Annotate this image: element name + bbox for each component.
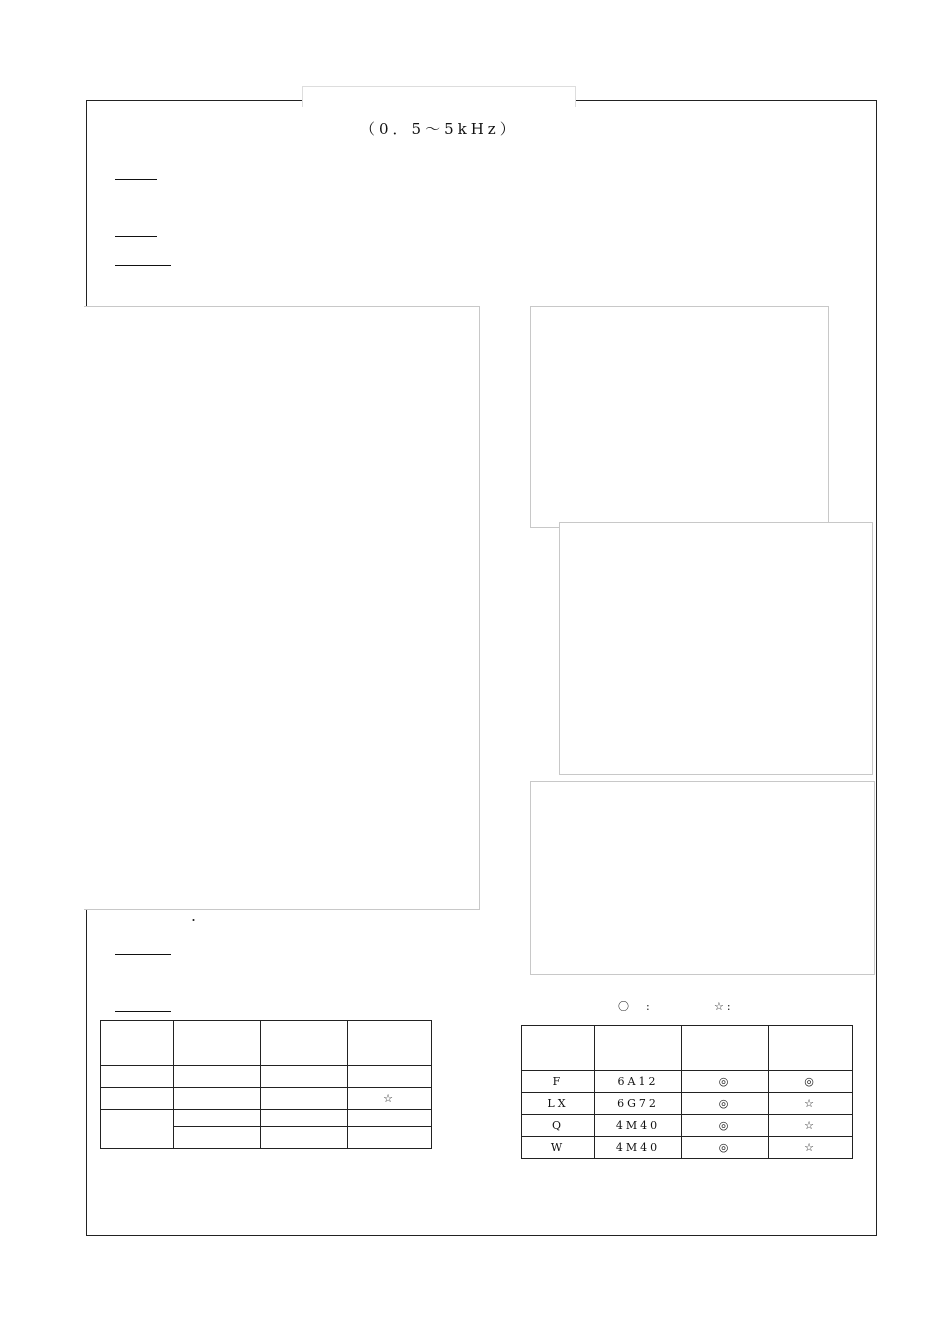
- table-row: [522, 1093, 853, 1115]
- table-cell: [261, 1110, 348, 1127]
- right-table-header-2: [595, 1026, 682, 1071]
- table-cell: [174, 1127, 261, 1149]
- table-cell: ☆: [769, 1093, 853, 1115]
- table-cell: ◎: [682, 1115, 769, 1137]
- table-cell: ☆: [769, 1115, 853, 1137]
- table-cell: 6A12: [595, 1071, 682, 1093]
- section-3-text: [130, 281, 648, 297]
- table-row: [101, 1066, 432, 1088]
- table-cell: [348, 1110, 432, 1127]
- table-cell: ◎: [682, 1071, 769, 1093]
- table-cell: [261, 1127, 348, 1149]
- table-cell: ☆: [348, 1088, 432, 1110]
- table-cell: W: [522, 1137, 595, 1159]
- section-4-text: [144, 969, 452, 985]
- table-cell: F: [522, 1071, 595, 1093]
- table-row: [522, 1137, 853, 1159]
- legend-mark-2: ☆:: [714, 1000, 790, 1013]
- table-cell: Q: [522, 1115, 595, 1137]
- table-cell: 4M40: [595, 1137, 682, 1159]
- table-cell: 4M40: [595, 1115, 682, 1137]
- figure-panel-left: [84, 306, 480, 910]
- left-table-header-2: [174, 1021, 261, 1066]
- left-table-header-4: [348, 1021, 432, 1066]
- table-cell: ◎: [769, 1071, 853, 1093]
- table-cell: [101, 1110, 174, 1149]
- table-row: [522, 1071, 853, 1093]
- section-5-label: [115, 998, 171, 1014]
- section-2-value: [168, 223, 196, 239]
- table-cell: [101, 1088, 174, 1110]
- table-cell: 6G72: [595, 1093, 682, 1115]
- legend-mark-1: 〇 :: [618, 1000, 695, 1013]
- table-cell: [174, 1110, 261, 1127]
- table-cell: ☆: [769, 1137, 853, 1159]
- table-cell: [174, 1066, 261, 1088]
- table-row: [101, 1110, 432, 1127]
- table-cell: [174, 1088, 261, 1110]
- section-1-label: [115, 166, 157, 182]
- figure-panel-right-top: [530, 306, 829, 528]
- figure-panel-right-middle: [559, 522, 873, 775]
- left-table-header-3: [261, 1021, 348, 1066]
- right-table-header-3: [682, 1026, 769, 1071]
- table-cell: [101, 1066, 174, 1088]
- figure-panel-right-bottom: [530, 781, 875, 975]
- right-table: [521, 1025, 853, 1159]
- table-cell: [261, 1066, 348, 1088]
- page-title: [400, 97, 456, 113]
- section-4-label: [115, 941, 171, 957]
- bullet-caption: ・: [188, 914, 258, 927]
- table-cell: [261, 1088, 348, 1110]
- section-3-label: [115, 252, 171, 268]
- right-table-header-1: [522, 1026, 595, 1071]
- right-table-header-4: [769, 1026, 853, 1071]
- section-1-text: [130, 195, 564, 211]
- table-cell: ◎: [682, 1137, 769, 1159]
- table-cell: [348, 1066, 432, 1088]
- table-cell: ◎: [682, 1093, 769, 1115]
- left-table: [100, 1020, 432, 1149]
- table-cell: [348, 1127, 432, 1149]
- table-cell: LX: [522, 1093, 595, 1115]
- page-subtitle: （0．5〜5kHz）: [360, 120, 519, 138]
- left-table-header-1: [101, 1021, 174, 1066]
- section-2-label: [115, 223, 157, 239]
- table-row: [101, 1088, 432, 1110]
- table-row: [522, 1115, 853, 1137]
